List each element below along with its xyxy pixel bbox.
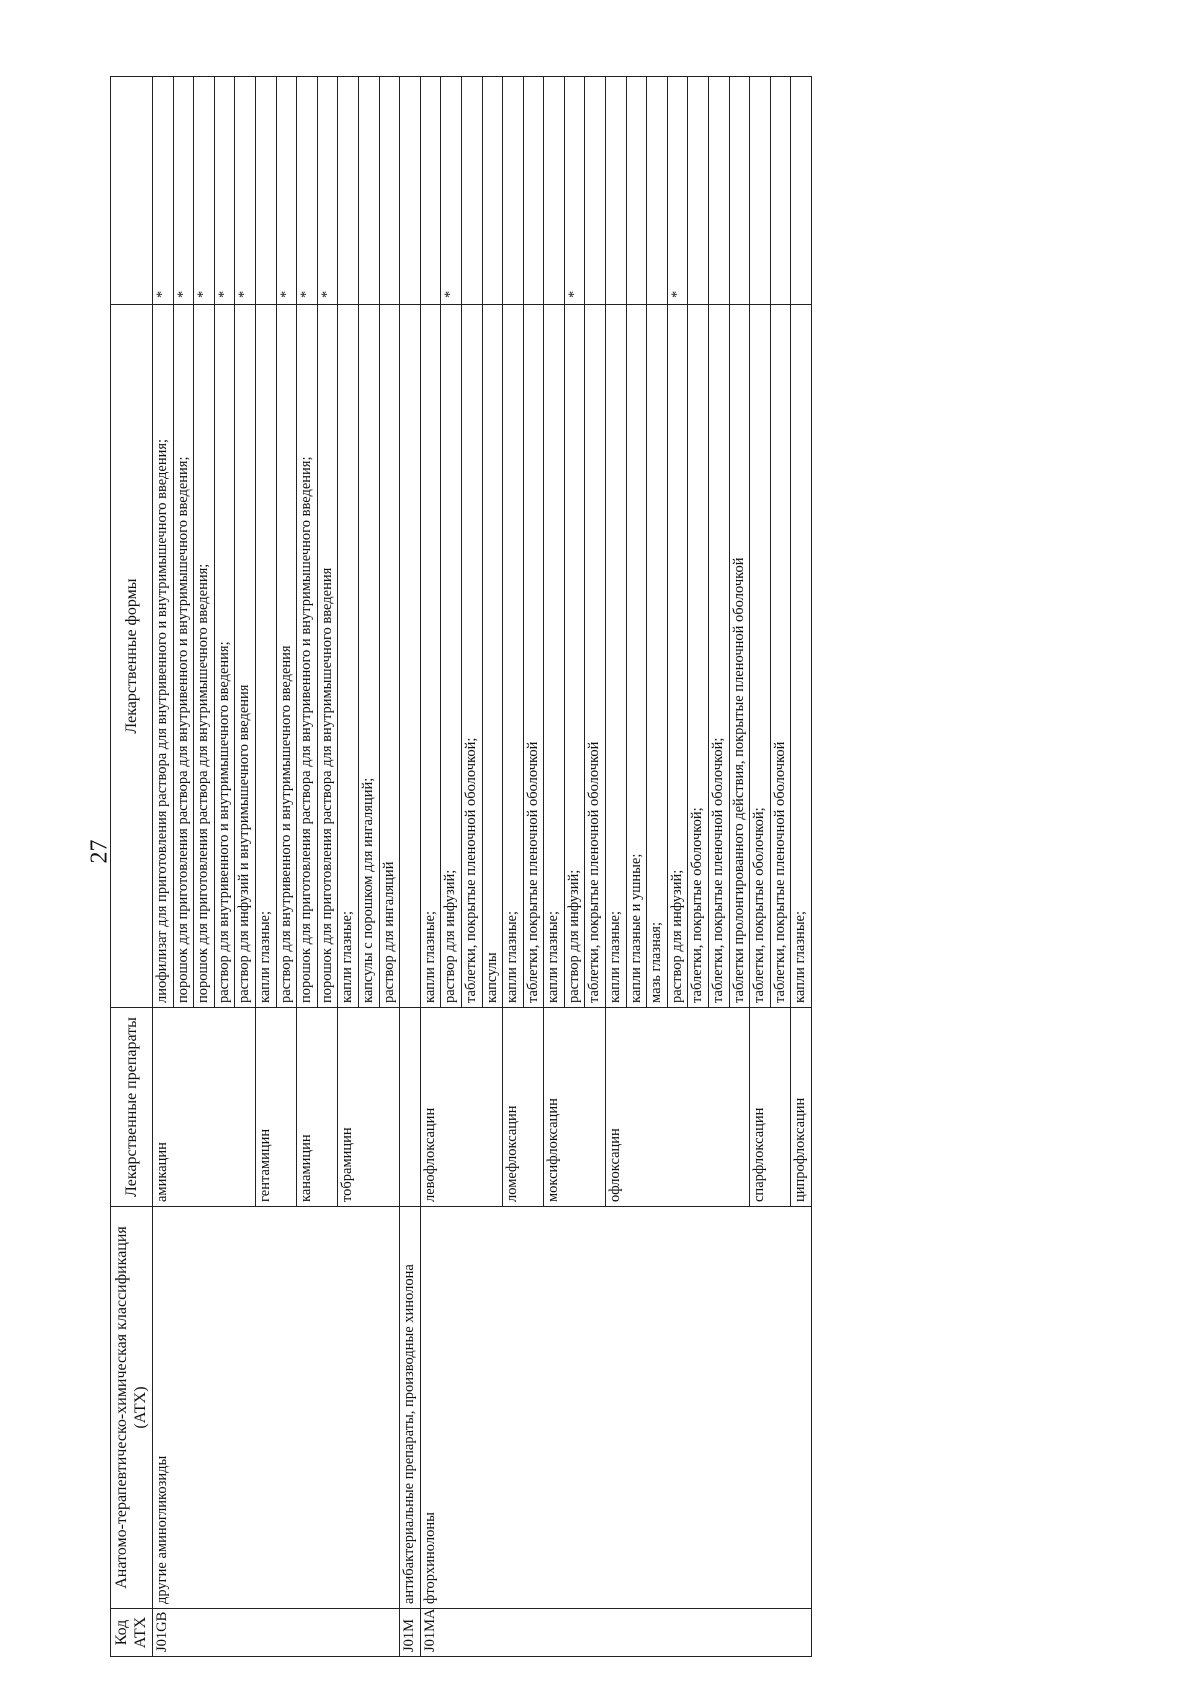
drug-table-container xyxy=(110,77,1070,1657)
drug-name-cell: тобрамицин xyxy=(338,1008,400,1207)
mark-cell: * xyxy=(317,77,338,305)
mark-cell xyxy=(420,77,441,305)
mark-cell xyxy=(770,77,791,305)
classification-cell: антибактериальные препараты, производные хинолона xyxy=(400,1207,421,1609)
table-row xyxy=(153,77,174,1657)
mark-cell xyxy=(647,77,668,305)
dosage-form-cell: таблетки, покрытые оболочкой; xyxy=(750,305,771,1008)
mark-cell xyxy=(338,77,359,305)
mark-cell: * xyxy=(235,77,256,305)
mark-cell: * xyxy=(214,77,235,305)
dosage-form-cell: таблетки, покрытые пленочной оболочкой; xyxy=(461,305,482,1008)
dosage-form-cell: капсулы xyxy=(482,305,503,1008)
dosage-form-cell: капли глазные; xyxy=(255,305,276,1008)
drug-table xyxy=(110,76,812,1657)
dosage-form-cell: таблетки, покрытые пленочной оболочкой xyxy=(770,305,791,1008)
dosage-form-cell: раствор для инфузий; xyxy=(667,305,688,1008)
dosage-form-cell: раствор для внутривенного и внутримышечного введения; xyxy=(214,305,235,1008)
mark-cell xyxy=(585,77,606,305)
mark-cell: * xyxy=(297,77,318,305)
atc-code-cell: J01M xyxy=(400,1609,421,1657)
drug-name-cell: гентамицин xyxy=(255,1008,296,1207)
mark-cell: * xyxy=(276,77,297,305)
drug-name-cell: спарфлоксацин xyxy=(750,1008,791,1207)
mark-cell xyxy=(709,77,730,305)
mark-cell: * xyxy=(564,77,585,305)
dosage-form-cell: раствор для ингаляций xyxy=(379,305,400,1008)
mark-cell: * xyxy=(441,77,462,305)
dosage-form-cell: таблетки, покрытые пленочной оболочкой xyxy=(585,305,606,1008)
mark-cell xyxy=(544,77,565,305)
mark-cell: * xyxy=(667,77,688,305)
drug-name-cell: левофлоксацин xyxy=(420,1008,502,1207)
drug-name-cell xyxy=(400,1008,421,1207)
page-number: 27 xyxy=(86,839,113,864)
classification-cell: фторхинолоны xyxy=(420,1207,811,1609)
dosage-form-cell: таблетки пролонгированного действия, покрытые пленочной оболочкой xyxy=(729,305,750,1008)
dosage-form-cell: таблетки, покрытые пленочной оболочкой; xyxy=(709,305,730,1008)
dosage-form-cell: мазь глазная; xyxy=(647,305,668,1008)
mark-cell xyxy=(358,77,379,305)
drug-name-cell: ципрофлоксацин xyxy=(791,1008,812,1207)
dosage-form-cell: порошок для приготовления раствора для внутривенного и внутримышечного введения; xyxy=(173,305,194,1008)
dosage-form-cell: раствор для инфузий; xyxy=(441,305,462,1008)
header-drugs: Лекарственные препараты xyxy=(111,1008,153,1207)
mark-cell: * xyxy=(194,77,215,305)
mark-cell: * xyxy=(153,77,174,305)
dosage-form-cell: таблетки, покрытые пленочной оболочкой xyxy=(523,305,544,1008)
classification-cell: другие аминогликозиды xyxy=(153,1207,400,1609)
mark-cell xyxy=(523,77,544,305)
mark-cell xyxy=(626,77,647,305)
dosage-form-cell: капли глазные; xyxy=(338,305,359,1008)
mark-cell: * xyxy=(173,77,194,305)
dosage-form-cell: капли глазные; xyxy=(420,305,441,1008)
mark-cell xyxy=(400,77,421,305)
dosage-form-cell: лиофилизат для приготовления раствора для внутривенного и внутримышечного введения; xyxy=(153,305,174,1008)
dosage-form-cell: раствор для инфузий и внутримышечного введения xyxy=(235,305,256,1008)
dosage-form-cell xyxy=(400,305,421,1008)
header-mark xyxy=(111,77,153,305)
mark-cell xyxy=(688,77,709,305)
dosage-form-cell: порошок для приготовления раствора для внутримышечного введения xyxy=(317,305,338,1008)
table-row xyxy=(420,77,441,1657)
dosage-form-cell: капли глазные; xyxy=(791,305,812,1008)
mark-cell xyxy=(379,77,400,305)
dosage-form-cell: порошок для приготовления раствора для внутримышечного введения; xyxy=(194,305,215,1008)
header-row xyxy=(111,77,153,1657)
mark-cell xyxy=(729,77,750,305)
dosage-form-cell: капли глазные; xyxy=(544,305,565,1008)
header-classification: Анатомо-терапевтическо-химическая классификация (АТХ) xyxy=(111,1207,153,1609)
drug-name-cell: ломефлоксацин xyxy=(503,1008,544,1207)
header-forms: Лекарственные формы xyxy=(111,305,153,1008)
mark-cell xyxy=(791,77,812,305)
dosage-form-cell: капли глазные и ушные; xyxy=(626,305,647,1008)
mark-cell xyxy=(482,77,503,305)
drug-name-cell: моксифлоксацин xyxy=(544,1008,606,1207)
dosage-form-cell: порошок для приготовления раствора для внутривенного и внутримышечного введения; xyxy=(297,305,318,1008)
mark-cell xyxy=(750,77,771,305)
dosage-form-cell: капли глазные; xyxy=(503,305,524,1008)
mark-cell xyxy=(606,77,627,305)
drug-name-cell: амикацин xyxy=(153,1008,256,1207)
drug-name-cell: офлоксацин xyxy=(606,1008,750,1207)
dosage-form-cell: таблетки, покрытые оболочкой; xyxy=(688,305,709,1008)
atc-code-cell: J01GB xyxy=(153,1609,400,1657)
table-row xyxy=(400,77,421,1657)
mark-cell xyxy=(461,77,482,305)
dosage-form-cell: капли глазные; xyxy=(606,305,627,1008)
mark-cell xyxy=(255,77,276,305)
dosage-form-cell: капсулы с порошком для ингаляций; xyxy=(358,305,379,1008)
dosage-form-cell: раствор для внутривенного и внутримышечного введения xyxy=(276,305,297,1008)
atc-code-cell: J01MA xyxy=(420,1609,811,1657)
header-code: Код АТХ xyxy=(111,1609,153,1657)
mark-cell xyxy=(503,77,524,305)
drug-name-cell: канамицин xyxy=(297,1008,338,1207)
dosage-form-cell: раствор для инфузий; xyxy=(564,305,585,1008)
